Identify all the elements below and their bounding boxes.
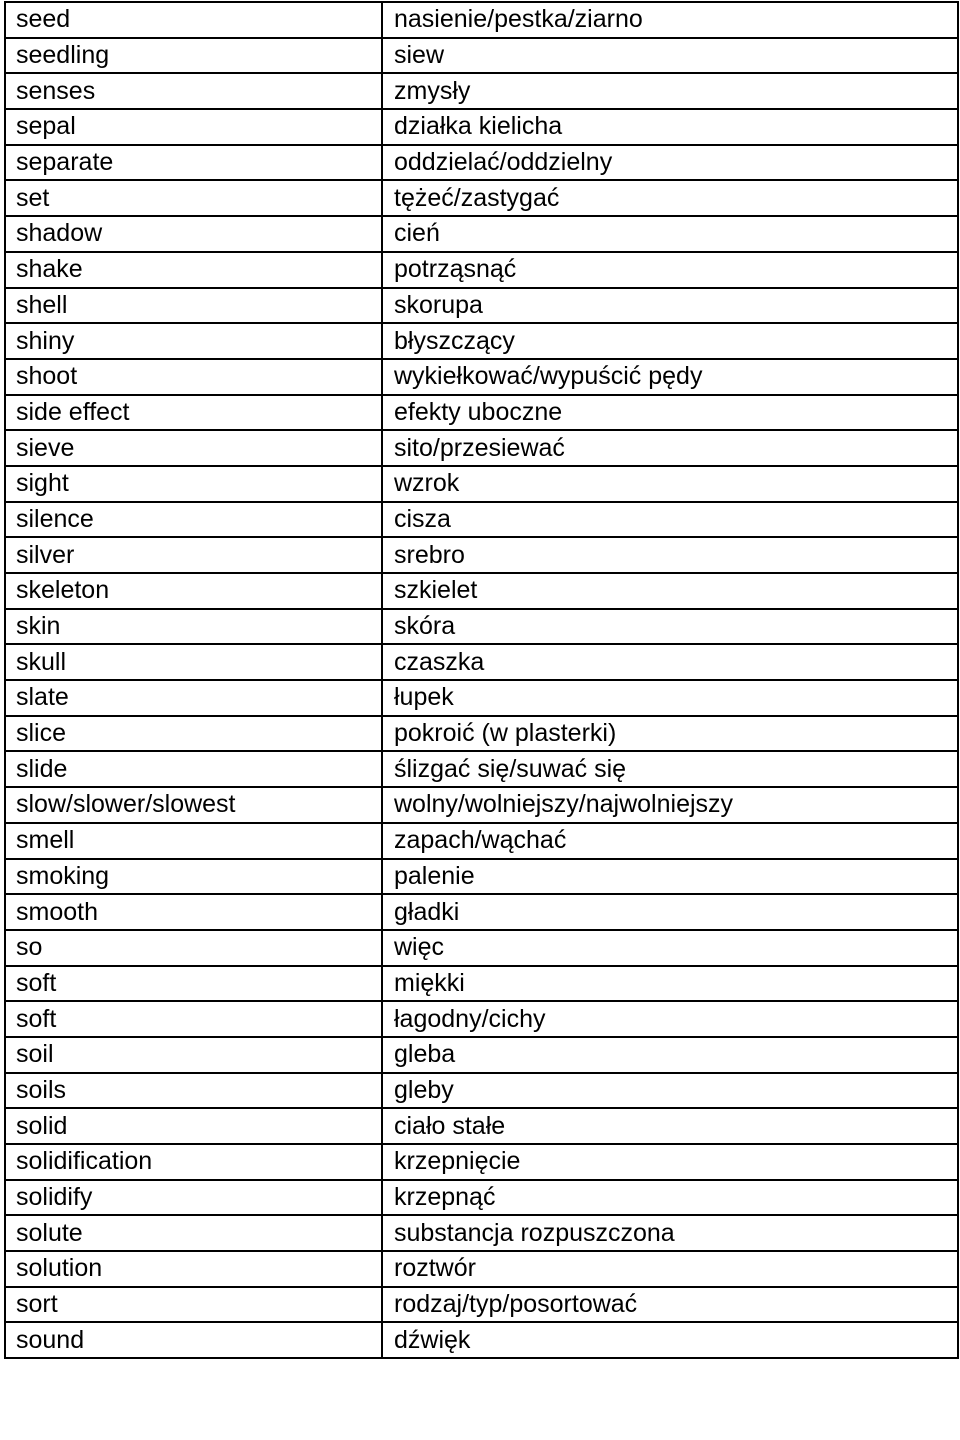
- polish-translation: czaszka: [382, 644, 958, 680]
- english-term: side effect: [5, 395, 382, 431]
- polish-translation: dźwięk: [382, 1322, 958, 1358]
- english-term: slice: [5, 716, 382, 752]
- table-row: [5, 1108, 958, 1144]
- polish-translation: rodzaj/typ/posortować: [382, 1287, 958, 1323]
- english-term: separate: [5, 145, 382, 181]
- polish-translation: wolny/wolniejszy/najwolniejszy: [382, 787, 958, 823]
- table-row: [5, 323, 958, 359]
- english-term: soil: [5, 1037, 382, 1073]
- table-row: [5, 1287, 958, 1323]
- polish-translation: miękki: [382, 966, 958, 1002]
- polish-translation: łagodny/cichy: [382, 1001, 958, 1037]
- english-term: slide: [5, 751, 382, 787]
- vocabulary-table: [4, 1, 959, 1359]
- vocabulary-table-body: [5, 2, 958, 1358]
- english-term: solute: [5, 1215, 382, 1251]
- polish-translation: nasienie/pestka/ziarno: [382, 2, 958, 38]
- polish-translation: szkielet: [382, 573, 958, 609]
- table-row: [5, 680, 958, 716]
- table-row: [5, 109, 958, 145]
- polish-translation: tężeć/zastygać: [382, 180, 958, 216]
- table-row: [5, 73, 958, 109]
- polish-translation: cień: [382, 216, 958, 252]
- polish-translation: wzrok: [382, 466, 958, 502]
- table-row: [5, 395, 958, 431]
- table-row: [5, 1322, 958, 1358]
- english-term: sepal: [5, 109, 382, 145]
- english-term: silence: [5, 502, 382, 538]
- table-row: [5, 894, 958, 930]
- polish-translation: srebro: [382, 537, 958, 573]
- table-row: [5, 359, 958, 395]
- polish-translation: zapach/wąchać: [382, 823, 958, 859]
- table-row: [5, 145, 958, 181]
- table-row: [5, 1001, 958, 1037]
- english-term: slate: [5, 680, 382, 716]
- table-row: [5, 2, 958, 38]
- table-row: [5, 966, 958, 1002]
- polish-translation: substancja rozpuszczona: [382, 1215, 958, 1251]
- table-row: [5, 38, 958, 74]
- table-row: [5, 180, 958, 216]
- english-term: sieve: [5, 430, 382, 466]
- table-row: [5, 751, 958, 787]
- english-term: soft: [5, 1001, 382, 1037]
- table-row: [5, 859, 958, 895]
- english-term: smoking: [5, 859, 382, 895]
- polish-translation: cisza: [382, 502, 958, 538]
- table-row: [5, 216, 958, 252]
- polish-translation: skorupa: [382, 288, 958, 324]
- polish-translation: oddzielać/oddzielny: [382, 145, 958, 181]
- table-row: [5, 1073, 958, 1109]
- polish-translation: gładki: [382, 894, 958, 930]
- table-row: [5, 1037, 958, 1073]
- table-row: [5, 573, 958, 609]
- table-row: [5, 466, 958, 502]
- english-term: shell: [5, 288, 382, 324]
- english-term: shake: [5, 252, 382, 288]
- polish-translation: siew: [382, 38, 958, 74]
- english-term: solution: [5, 1251, 382, 1287]
- english-term: soils: [5, 1073, 382, 1109]
- table-row: [5, 609, 958, 645]
- table-row: [5, 644, 958, 680]
- polish-translation: działka kielicha: [382, 109, 958, 145]
- english-term: sort: [5, 1287, 382, 1323]
- polish-translation: skóra: [382, 609, 958, 645]
- english-term: soft: [5, 966, 382, 1002]
- english-term: silver: [5, 537, 382, 573]
- english-term: shiny: [5, 323, 382, 359]
- table-row: [5, 930, 958, 966]
- polish-translation: gleby: [382, 1073, 958, 1109]
- table-row: [5, 787, 958, 823]
- table-row: [5, 252, 958, 288]
- english-term: slow/slower/slowest: [5, 787, 382, 823]
- polish-translation: potrząsnąć: [382, 252, 958, 288]
- table-row: [5, 716, 958, 752]
- english-term: shadow: [5, 216, 382, 252]
- table-row: [5, 1215, 958, 1251]
- polish-translation: sito/przesiewać: [382, 430, 958, 466]
- polish-translation: wykiełkować/wypuścić pędy: [382, 359, 958, 395]
- table-row: [5, 430, 958, 466]
- polish-translation: efekty uboczne: [382, 395, 958, 431]
- polish-translation: więc: [382, 930, 958, 966]
- polish-translation: ślizgać się/suwać się: [382, 751, 958, 787]
- polish-translation: krzepnąć: [382, 1180, 958, 1216]
- table-row: [5, 288, 958, 324]
- english-term: senses: [5, 73, 382, 109]
- table-row: [5, 502, 958, 538]
- english-term: skin: [5, 609, 382, 645]
- polish-translation: palenie: [382, 859, 958, 895]
- table-row: [5, 1251, 958, 1287]
- english-term: solidify: [5, 1180, 382, 1216]
- english-term: seedling: [5, 38, 382, 74]
- english-term: set: [5, 180, 382, 216]
- table-row: [5, 823, 958, 859]
- polish-translation: łupek: [382, 680, 958, 716]
- polish-translation: roztwór: [382, 1251, 958, 1287]
- english-term: solid: [5, 1108, 382, 1144]
- english-term: smell: [5, 823, 382, 859]
- english-term: solidification: [5, 1144, 382, 1180]
- english-term: sight: [5, 466, 382, 502]
- english-term: seed: [5, 2, 382, 38]
- english-term: skeleton: [5, 573, 382, 609]
- table-row: [5, 537, 958, 573]
- english-term: smooth: [5, 894, 382, 930]
- table-row: [5, 1144, 958, 1180]
- polish-translation: gleba: [382, 1037, 958, 1073]
- polish-translation: pokroić (w plasterki): [382, 716, 958, 752]
- polish-translation: błyszczący: [382, 323, 958, 359]
- polish-translation: ciało stałe: [382, 1108, 958, 1144]
- table-row: [5, 1180, 958, 1216]
- english-term: shoot: [5, 359, 382, 395]
- polish-translation: krzepnięcie: [382, 1144, 958, 1180]
- english-term: so: [5, 930, 382, 966]
- english-term: skull: [5, 644, 382, 680]
- polish-translation: zmysły: [382, 73, 958, 109]
- english-term: sound: [5, 1322, 382, 1358]
